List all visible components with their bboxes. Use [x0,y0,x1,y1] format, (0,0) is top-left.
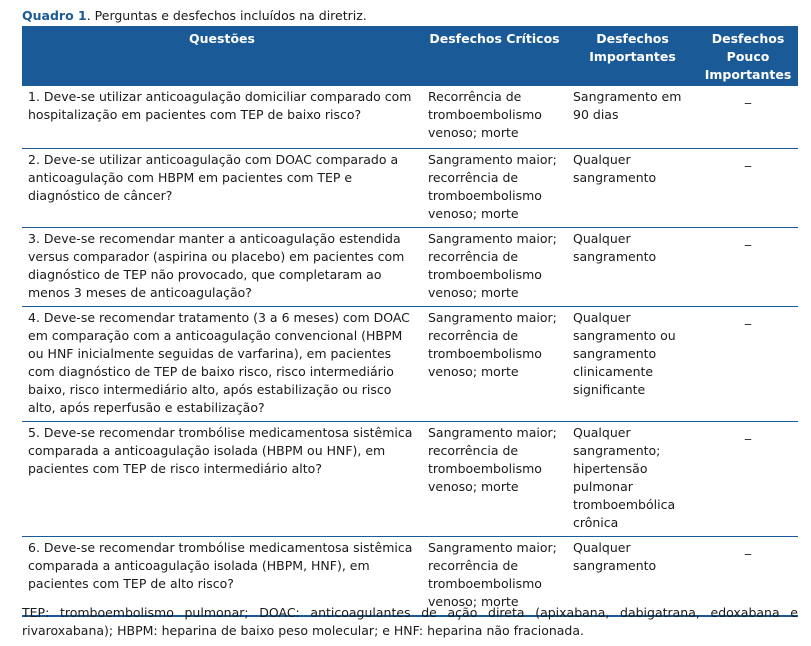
minor-outcome-cell: _ [698,307,798,422]
caption-text: . Perguntas e desfechos incluídos na diretriz. [86,8,367,23]
table-row [22,422,798,537]
table-header-row [22,26,798,86]
minor-outcome-cell: _ [698,149,798,228]
caption-label: Quadro 1 [22,8,87,23]
table-row [22,149,798,228]
table-row [22,86,798,149]
question-cell: 1. Deve-se utilizar anticoagulação domiciliar comparado com hospitalização em pacientes com TEP de baixo risco? [22,86,422,149]
important-outcome-cell: Sangramento em 90 dias [567,86,698,149]
minor-outcome-cell: _ [698,86,798,149]
table-row [22,307,798,422]
question-cell: 6. Deve-se recomendar trombólise medicamentosa sistêmica comparada a anticoagulação isolada (HBPM, HNF), em pacientes com TEP de alto risco? [22,537,422,617]
question-cell: 4. Deve-se recomendar tratamento (3 a 6 meses) com DOAC em comparação com a anticoagulação convencional (HBPM ou HNF inicialmente seguidas de varfarina), em pacientes com diagnóstico de TEP de baixo risco, risco intermediário baixo, risco intermediário alto, após estabilização ou risco alto, após reperfusão e estabilização? [22,307,422,422]
outcomes-table [22,26,798,617]
question-cell: 2. Deve-se utilizar anticoagulação com DOAC comparado a anticoagulação com HBPM em pacientes com TEP e diagnóstico de câncer? [22,149,422,228]
critical-outcome-cell: Recorrência de tromboembolismo venoso; morte [422,86,567,149]
critical-outcome-cell: Sangramento maior; recorrência de tromboembolismo venoso; morte [422,422,567,537]
important-outcome-cell: Qualquer sangramento; hipertensão pulmonar tromboembólica crônica [567,422,698,537]
critical-outcome-cell: Sangramento maior; recorrência de tromboembolismo venoso; morte [422,307,567,422]
header-minor-outcomes: Desfechos Pouco Importantes [698,26,798,86]
critical-outcome-cell: Sangramento maior; recorrência de tromboembolismo venoso; morte [422,228,567,307]
header-important-outcomes: Desfechos Importantes [567,26,698,86]
critical-outcome-cell: Sangramento maior; recorrência de tromboembolismo venoso; morte [422,149,567,228]
important-outcome-cell: Qualquer sangramento [567,149,698,228]
important-outcome-cell: Qualquer sangramento ou sangramento clinicamente significante [567,307,698,422]
minor-outcome-cell: _ [698,228,798,307]
minor-outcome-cell: _ [698,422,798,537]
table-footnote: TEP: tromboembolismo pulmonar; DOAC: anticoagulantes de ação direta (apixabana, dabigatrana, edoxabana e rivaroxabana); HBPM: heparina de baixo peso molecular; e HNF: heparina não fracionada. [22,605,798,638]
question-cell: 5. Deve-se recomendar trombólise medicamentosa sistêmica comparada a anticoagulação isolada (HBPM ou HNF), em pacientes com TEP de risco intermediário alto? [22,422,422,537]
table-row [22,228,798,307]
important-outcome-cell: Qualquer sangramento [567,537,698,617]
header-critical-outcomes: Desfechos Críticos [422,26,567,86]
important-outcome-cell: Qualquer sangramento [567,228,698,307]
question-cell: 3. Deve-se recomendar manter a anticoagulação estendida versus comparador (aspirina ou placebo) em pacientes com diagnóstico de TEP não provocado, que completaram ao menos 3 meses de anticoagulação? [22,228,422,307]
header-questions: Questões [22,26,422,86]
minor-outcome-cell: _ [698,537,798,617]
table-caption [22,7,367,24]
critical-outcome-cell: Sangramento maior; recorrência de tromboembolismo venoso; morte [422,537,567,617]
